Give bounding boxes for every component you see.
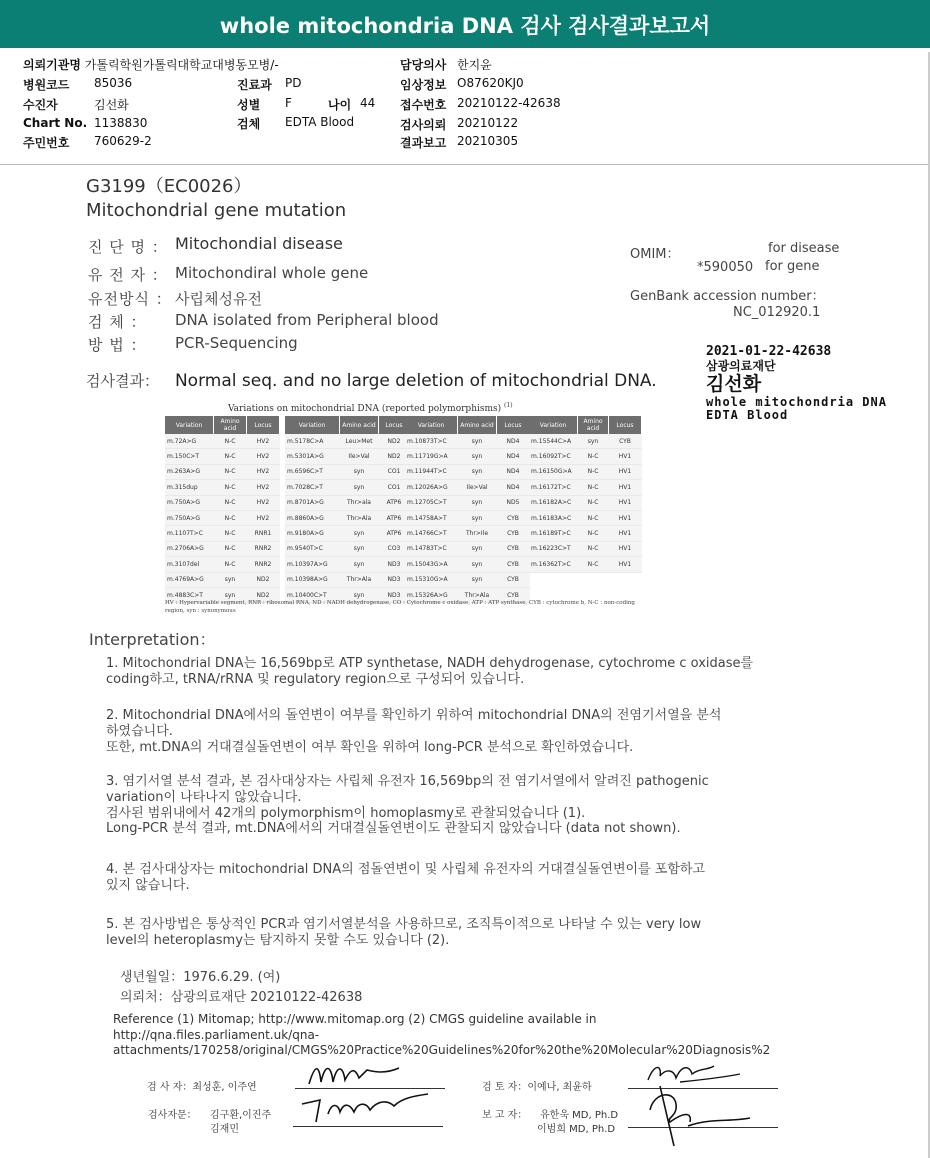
specimen-header-label: 검체	[237, 117, 261, 131]
variant-table-header: Amino acid	[458, 416, 497, 434]
patient-value: 김선화	[94, 98, 129, 112]
variation-cell: m.5301A>G	[285, 449, 340, 464]
variation-cell: m.750A>G	[165, 510, 214, 525]
table-row	[405, 510, 530, 525]
amino-acid-cell: Thr>Ala	[340, 510, 379, 525]
variation-cell: m.15043G>A	[405, 557, 458, 572]
variation-cell: m.16172T>C	[529, 480, 578, 495]
variation-cell: m.10397A>G	[285, 557, 340, 572]
report-banner-title: whole mitochondria DNA 검사 검사결과보고서	[0, 0, 930, 48]
table-row	[165, 464, 280, 479]
variant-table-header: Locus	[497, 416, 530, 434]
variant-table-title-ref: (1)	[504, 402, 513, 409]
patient-label: 수진자	[23, 98, 58, 112]
locus-cell: ATP6	[379, 526, 410, 541]
locus-cell: HV2	[247, 480, 280, 495]
table-row	[285, 464, 410, 479]
variation-cell: m.15544C>A	[529, 434, 578, 449]
requester-line: 의뢰처：삼광의료재단 20210122-42638	[120, 990, 363, 1005]
clinical-label: 임상정보	[400, 78, 447, 92]
variation-cell: m.4883C>T	[165, 587, 214, 602]
amino-acid-cell: syn	[214, 572, 247, 587]
amino-acid-cell: syn	[340, 480, 379, 495]
reporter-signature	[640, 1082, 770, 1148]
omim-disease: for disease	[768, 241, 840, 256]
receipt-value: 20210122-42638	[457, 96, 561, 110]
omim-gene: for gene	[765, 259, 820, 274]
stamp-specimen: EDTA Blood	[706, 408, 789, 423]
advisor-name-2: 김재민	[210, 1124, 239, 1135]
locus-cell: HV1	[609, 449, 642, 464]
locus-cell: HV1	[609, 557, 642, 572]
report-value: 20210305	[457, 134, 519, 148]
variation-cell: m.16150G>A	[529, 464, 578, 479]
paragraph-line: coding하고, tRNA/rRNA 및 regulatory region으로 구성되어 있습니다.	[106, 671, 525, 687]
variant-table-1	[165, 416, 280, 603]
amino-acid-cell: N-C	[578, 480, 609, 495]
id-value: 760629-2	[94, 134, 152, 148]
variation-cell: m.4769A>G	[165, 572, 214, 587]
sex-label: 성별	[237, 98, 261, 112]
variation-cell: m.16092T>C	[529, 449, 578, 464]
variant-table-header: Locus	[247, 416, 280, 434]
variant-table-footnote: HV : Hypervariable segment, RNR : ribosomal RNA, ND : NADH dehydrogenase, CO : Cytochrome c oxidase, ATP : ATP synthase, CYB : cytochrome b, N-C : non-coding region, syn : synonymous	[165, 600, 635, 614]
variation-cell: m.16362T>C	[529, 557, 578, 572]
variation-cell: m.10873T>C	[405, 434, 458, 449]
advisor-signature	[298, 1090, 438, 1126]
chart-label: Chart No.	[23, 116, 88, 130]
amino-acid-cell: syn	[458, 464, 497, 479]
hospital-code-row	[23, 76, 69, 93]
amino-acid-cell: N-C	[578, 464, 609, 479]
table-row	[405, 526, 530, 541]
table-row	[405, 495, 530, 510]
locus-cell: CO3	[379, 541, 410, 556]
variation-cell: m.8701A>G	[285, 495, 340, 510]
table-row	[285, 572, 410, 587]
stamp-patient: 김선화	[706, 372, 762, 395]
table-row	[285, 557, 410, 572]
reviewer-line: 검 토 자：이예나, 최윤하	[482, 1082, 592, 1093]
reporter-label: 보 고 자：	[482, 1110, 528, 1121]
table-row	[529, 464, 642, 479]
variation-cell: m.9180A>G	[285, 526, 340, 541]
table-row	[165, 557, 280, 572]
age-label: 나이	[328, 98, 352, 112]
locus-cell: CYB	[497, 557, 530, 572]
table-row	[405, 434, 530, 449]
amino-acid-cell: syn	[578, 434, 609, 449]
locus-cell: ND3	[379, 587, 410, 602]
table-row	[165, 526, 280, 541]
paragraph-line: 5. 본 검사방법은 통상적인 PCR과 염기서열분석을 사용하므로, 조직특이적으로 나타날 수 있는 very low	[106, 917, 702, 932]
amino-acid-cell: N-C	[578, 541, 609, 556]
request-value: 20210122	[457, 116, 519, 130]
reference-block	[113, 1012, 770, 1059]
locus-cell: CYB	[497, 526, 530, 541]
paragraph-line: Long-PCR 분석 결과, mt.DNA에서의 거대결실돌연변이도 관찰되지 않았습니다 (data not shown).	[106, 821, 681, 837]
variant-table-header: Locus	[609, 416, 642, 434]
table-row	[285, 526, 410, 541]
reporter-name-1: 유한욱 MD, Ph.D	[540, 1110, 619, 1121]
variation-cell: m.7028C>T	[285, 480, 340, 495]
table-row	[529, 541, 642, 556]
diagnosis-label: 진 단 명 ：	[88, 238, 168, 256]
result-label: 검사결과：	[86, 372, 159, 390]
paragraph-line: 4. 본 검사대상자는 mitochondrial DNA의 점돌연변이 및 사립체 유전자의 거대결실돌연변이를 포함하고	[106, 862, 706, 877]
doctor-label: 담당의사	[400, 58, 447, 72]
amino-acid-cell: Thr>Ala	[340, 572, 379, 587]
variant-table-header: Locus	[379, 416, 410, 434]
table-row	[529, 510, 642, 525]
birth-date-line: 생년월일：1976.6.29. (여)	[120, 970, 281, 985]
report-label: 결과보고	[400, 136, 447, 150]
amino-acid-cell: N-C	[214, 480, 247, 495]
table-row	[529, 526, 642, 541]
variant-table-header: Amino acid	[214, 416, 247, 434]
locus-cell: HV1	[609, 510, 642, 525]
table-row	[285, 495, 410, 510]
variant-table-header: Amino acid	[340, 416, 379, 434]
table-row	[285, 510, 410, 525]
table-row	[285, 449, 410, 464]
amino-acid-cell: N-C	[578, 495, 609, 510]
banner-divider	[0, 48, 930, 51]
patient-label-row	[23, 96, 58, 113]
table-row	[529, 449, 642, 464]
variation-cell: m.3107del	[165, 557, 214, 572]
locus-cell: HV1	[609, 541, 642, 556]
variant-table-4	[529, 416, 642, 573]
variation-cell: m.14783T>C	[405, 541, 458, 556]
genbank-value: NC_012920.1	[733, 305, 821, 320]
locus-cell: ND4	[497, 480, 530, 495]
paragraph-line: 3. 염기서열 분석 결과, 본 검사대상자는 사립체 유전자 16,569bp의 전 염기서열에서 알려진 pathogenic	[106, 774, 709, 789]
examiner-line: 검 사 자：최성훈, 이주연	[147, 1082, 257, 1093]
method-label: 방 법 ：	[88, 336, 147, 354]
genbank-label: GenBank accession number：	[630, 289, 825, 304]
doctor-value: 한지윤	[457, 58, 492, 72]
table-row	[529, 495, 642, 510]
variation-cell: m.1107T>C	[165, 526, 214, 541]
table-row	[165, 480, 280, 495]
variation-cell: m.12705C>T	[405, 495, 458, 510]
institution-row	[23, 56, 279, 73]
locus-cell: HV1	[609, 495, 642, 510]
interpretation-heading: Interpretation：	[89, 630, 216, 649]
amino-acid-cell: N-C	[214, 526, 247, 541]
stamp-lab: 삼광의료재단	[706, 358, 776, 373]
header-divider	[0, 164, 930, 165]
table-row	[165, 434, 280, 449]
clinical-value: O87620KJ0	[457, 76, 524, 90]
test-name: Mitochondrial gene mutation	[86, 200, 347, 221]
locus-cell: ATP6	[379, 510, 410, 525]
locus-cell: CO1	[379, 464, 410, 479]
table-row	[405, 464, 530, 479]
locus-cell: ND5	[497, 495, 530, 510]
variation-cell: m.11719G>A	[405, 449, 458, 464]
locus-cell: RNR1	[247, 526, 280, 541]
amino-acid-cell: syn	[340, 526, 379, 541]
variation-cell: m.16183A>C	[529, 510, 578, 525]
locus-cell: HV2	[247, 464, 280, 479]
chart-value: 1138830	[94, 116, 148, 130]
locus-cell: CYB	[609, 434, 642, 449]
locus-cell: ND2	[247, 587, 280, 602]
institution-value: 가톨릭학원가톨릭대학교대병동모병/-	[84, 58, 279, 72]
examiner-signature	[305, 1058, 405, 1090]
variation-cell: m.10400C>T	[285, 587, 340, 602]
reporter-name-2: 이범희 MD, Ph.D	[537, 1124, 616, 1135]
amino-acid-cell: N-C	[578, 510, 609, 525]
amino-acid-cell: syn	[458, 541, 497, 556]
advisor-signature-line	[293, 1126, 443, 1127]
interpretation-paragraph	[106, 656, 826, 688]
variation-cell: m.15326A>G	[405, 587, 458, 602]
amino-acid-cell: N-C	[214, 434, 247, 449]
paragraph-line: variation이 나타나지 않았습니다.	[106, 789, 302, 805]
locus-cell: HV1	[609, 480, 642, 495]
reference-line: Reference (1) Mitomap; http://www.mitomap.org (2) CMGS guideline available in	[113, 1012, 597, 1026]
diagnosis-value: Mitochondial disease	[175, 234, 343, 253]
stamp-test: whole mitochondria DNA	[706, 394, 887, 409]
result-row	[86, 370, 657, 391]
table-row	[285, 541, 410, 556]
amino-acid-cell: Thr>ala	[340, 495, 379, 510]
advisor-label: 검사자문：	[148, 1110, 197, 1121]
amino-acid-cell: N-C	[214, 449, 247, 464]
reference-line: attachments/170258/original/CMGS%20Practice%20Guidelines%20for%20the%20Molecular%20Diagnosis%2	[113, 1043, 771, 1058]
variation-cell: m.9540T>C	[285, 541, 340, 556]
variation-cell: m.10398A>G	[285, 572, 340, 587]
variation-cell: m.14758A>T	[405, 510, 458, 525]
locus-cell: RNR2	[247, 541, 280, 556]
variant-table-title	[228, 402, 513, 414]
table-row	[405, 480, 530, 495]
reference-line: http://qna.files.parliament.uk/qna-	[113, 1027, 320, 1042]
amino-acid-cell: syn	[458, 495, 497, 510]
paragraph-line: 있지 않습니다.	[106, 877, 190, 893]
table-row	[405, 572, 530, 587]
variation-cell: m.315dup	[165, 480, 214, 495]
inheritance-value: 사립체성유전	[175, 290, 262, 308]
amino-acid-cell: N-C	[214, 541, 247, 556]
age-value: 44	[360, 96, 376, 110]
specimen-value: DNA isolated from Peripheral blood	[175, 311, 439, 329]
amino-acid-cell: syn	[458, 449, 497, 464]
table-row	[529, 480, 642, 495]
sex-value: F	[285, 96, 292, 110]
dept-value: PD	[285, 76, 302, 90]
amino-acid-cell: Ile>Val	[340, 449, 379, 464]
paragraph-line: level의 heteroplasmy는 탐지하지 못할 수도 있습니다 (2).	[106, 932, 450, 948]
interpretation-paragraph	[106, 708, 826, 755]
omim-number: *590050	[697, 260, 754, 275]
gene-label: 유 전 자 ：	[88, 266, 168, 284]
variation-cell: m.11944T>C	[405, 464, 458, 479]
locus-cell: RNR2	[247, 557, 280, 572]
chart-label-row	[23, 116, 87, 130]
amino-acid-cell: Ile>Val	[458, 480, 497, 495]
variant-table-title-text: Variations on mitochondrial DNA (reported polymorphisms)	[228, 404, 502, 414]
id-label-row	[23, 134, 69, 151]
specimen-label: 검 체 ：	[88, 313, 147, 331]
paragraph-line: 1. Mitochondrial DNA는 16,569bp로 ATP synthetase, NADH dehydrogenase, cytochrome c oxidase를	[106, 656, 754, 671]
variation-cell: m.6596C>T	[285, 464, 340, 479]
amino-acid-cell: syn	[340, 587, 379, 602]
paragraph-line: 하였습니다.	[106, 723, 173, 739]
variation-cell: m.263A>G	[165, 464, 214, 479]
amino-acid-cell: syn	[214, 587, 247, 602]
amino-acid-cell: Thr>Ile	[458, 526, 497, 541]
variant-table-header: Variation	[529, 416, 578, 434]
stamp-accession: 2021-01-22-42638	[706, 344, 832, 359]
locus-cell: ND4	[497, 434, 530, 449]
table-row	[285, 480, 410, 495]
variant-table-3	[405, 416, 530, 603]
amino-acid-cell: N-C	[578, 557, 609, 572]
table-row	[405, 449, 530, 464]
amino-acid-cell: N-C	[214, 510, 247, 525]
variation-cell: m.16182A>C	[529, 495, 578, 510]
amino-acid-cell: Thr>Ala	[458, 587, 497, 602]
locus-cell: ND4	[497, 449, 530, 464]
variant-table-header: Variation	[285, 416, 340, 434]
variation-cell: m.8860A>G	[285, 510, 340, 525]
variation-cell: m.150C>T	[165, 449, 214, 464]
amino-acid-cell: syn	[458, 572, 497, 587]
amino-acid-cell: N-C	[214, 557, 247, 572]
locus-cell: ND3	[379, 572, 410, 587]
dept-label: 진료과	[237, 78, 272, 92]
interpretation-paragraph	[106, 917, 826, 949]
locus-cell: ND2	[379, 434, 410, 449]
amino-acid-cell: N-C	[214, 464, 247, 479]
variation-cell: m.16223C>T	[529, 541, 578, 556]
table-row	[165, 541, 280, 556]
table-row	[529, 557, 642, 572]
gene-value: Mitochondiral whole gene	[175, 264, 369, 282]
paragraph-line: 검사된 범위내에서 42개의 polymorphism이 homoplasmy로 관찰되었습니다 (1).	[106, 805, 586, 821]
locus-cell: ND2	[247, 572, 280, 587]
variation-cell: m.2706A>G	[165, 541, 214, 556]
locus-cell: CYB	[497, 572, 530, 587]
locus-cell: ATP6	[379, 495, 410, 510]
paragraph-line: 2. Mitochondrial DNA에서의 돌연변이 여부를 확인하기 위하여 mitochondrial DNA의 전염기서열을 분석	[106, 708, 722, 723]
locus-cell: HV2	[247, 449, 280, 464]
paragraph-line: 또한, mt.DNA의 거대결실돌연변이 여부 확인을 위하여 long-PCR 분석으로 확인하였습니다.	[106, 739, 634, 755]
hospital-code-value: 85036	[94, 76, 133, 90]
table-row	[165, 572, 280, 587]
locus-cell: ND2	[379, 449, 410, 464]
amino-acid-cell: N-C	[214, 495, 247, 510]
variation-cell: m.750A>G	[165, 495, 214, 510]
interpretation-paragraph	[106, 862, 826, 894]
amino-acid-cell: syn	[458, 434, 497, 449]
variation-cell: m.12026A>G	[405, 480, 458, 495]
table-row	[529, 434, 642, 449]
locus-cell: HV2	[247, 510, 280, 525]
id-label: 주민번호	[23, 136, 70, 150]
request-label: 검사의뢰	[400, 118, 447, 132]
variant-table-header: Variation	[165, 416, 214, 434]
receipt-label: 접수번호	[400, 98, 447, 112]
table-row	[405, 557, 530, 572]
table-row	[165, 510, 280, 525]
locus-cell: HV2	[247, 434, 280, 449]
hospital-code-label: 병원코드	[23, 78, 70, 92]
amino-acid-cell: syn	[458, 557, 497, 572]
table-row	[165, 495, 280, 510]
amino-acid-cell: N-C	[578, 526, 609, 541]
variation-cell: m.14766C>T	[405, 526, 458, 541]
variation-cell: m.16189T>C	[529, 526, 578, 541]
locus-cell: ND3	[379, 557, 410, 572]
variant-table-header: Variation	[405, 416, 458, 434]
sample-stamp	[706, 345, 887, 423]
table-row	[405, 541, 530, 556]
locus-cell: CO1	[379, 480, 410, 495]
locus-cell: CYB	[497, 541, 530, 556]
interpretation-paragraph	[106, 774, 826, 837]
amino-acid-cell: syn	[458, 510, 497, 525]
table-row	[165, 449, 280, 464]
result-value: Normal seq. and no large deletion of mitochondrial DNA.	[174, 371, 657, 391]
amino-acid-cell: Leu>Met	[340, 434, 379, 449]
locus-cell: CYB	[497, 510, 530, 525]
amino-acid-cell: syn	[340, 541, 379, 556]
variant-table-2	[285, 416, 410, 603]
amino-acid-cell: syn	[340, 464, 379, 479]
table-row	[285, 434, 410, 449]
advisor-name-1: 김구환,이진주	[210, 1110, 272, 1121]
variation-cell: m.5178C>A	[285, 434, 340, 449]
locus-cell: HV2	[247, 495, 280, 510]
amino-acid-cell: N-C	[578, 449, 609, 464]
locus-cell: ND4	[497, 464, 530, 479]
method-value: PCR-Sequencing	[175, 334, 298, 352]
test-code: G3199（EC0026）	[86, 176, 252, 197]
variation-cell: m.15310G>A	[405, 572, 458, 587]
locus-cell: HV1	[609, 526, 642, 541]
specimen-header-value: EDTA Blood	[285, 115, 355, 129]
omim-label: OMIM：	[630, 247, 680, 262]
amino-acid-cell: syn	[340, 557, 379, 572]
locus-cell: HV1	[609, 464, 642, 479]
inheritance-label: 유전방식 ：	[88, 290, 172, 308]
variation-cell: m.72A>G	[165, 434, 214, 449]
locus-cell: CYB	[497, 587, 530, 602]
institution-label: 의뢰기관명	[23, 58, 81, 72]
variant-table-header: Amino acid	[578, 416, 609, 434]
